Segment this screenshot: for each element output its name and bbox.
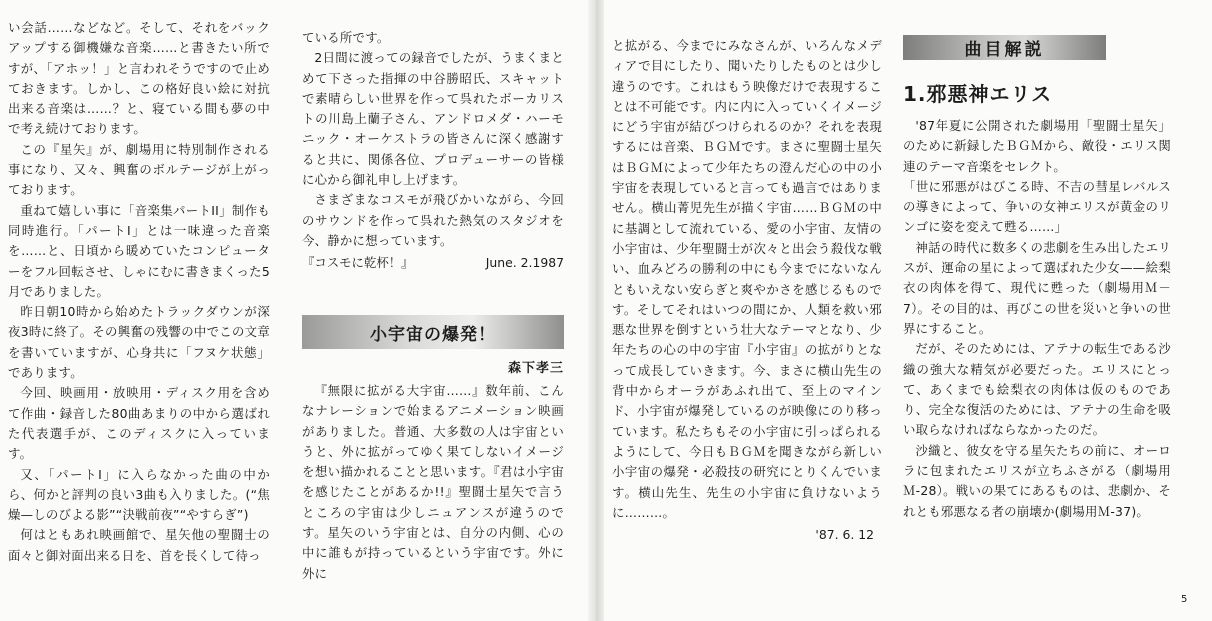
paragraph: 「世に邪悪がはびこる時、不吉の彗星レバルスの導きによって、争いの女神エリスが黄金のリンゴに姿を変えて甦る……」 (903, 178, 1171, 235)
paragraph: 2日間に渡っての録音でしたが、うまくまとめて下さった指揮の中谷勝昭氏、スキャットで素晴らしい世界を作って呉れたボーカリストの川島上蘭子さん、アンドロメダ・ハーモニック・オーケストラの皆さんに深く感謝すると共に、関係各位、プロデューサーの皆様に心から御礼申し上げます。 (302, 50, 564, 188)
essay-date-row (612, 525, 882, 545)
paragraph: 『無限に拡がる大宇宙……』数年前、こんなナレーションで始まるアニメーション映画がありました。普通、大多数の人は宇宙というと、外に拡がってゆく果てしないイメージを想い描かれることと思います。『君は小宇宙を感じたことがあるか!!』聖闘士星矢で言うところの宇宙は少しニュアンスが違うのです。星矢のいう宇宙とは、自分の内側、心の中に誰もが持っているという宇宙です。外に外に (302, 383, 564, 581)
section-banner (302, 315, 564, 349)
paragraph: さまざまなコスモが飛びかいながら、今回のサウンドを作って呉れた熱気のスタジオを今、静かに想っています。 (302, 192, 564, 248)
paragraph: い会話……などなど。そして、それをバックアップする御機嫌な音楽……と書きたい所ですが、「アホッ！」と言われそうですので止めておきます。しかし、この格好良い絵に対抗出来る音楽は……？と、寝ている間も夢の中で考え続けております。 (8, 20, 270, 137)
paragraph: 今回、映画用・放映用・ディスク用を含めて作曲・録音した80曲あまりの中から選ばれた代表選手が、このディスクに入っています。 (8, 385, 270, 462)
track-title: 1.邪悪神エリス (903, 82, 1053, 106)
paragraph: ている所です。 (302, 30, 390, 45)
paragraph: 重ねて嬉しい事に「音楽集パートII」制作も同時進行。「パートI」とは一味違った音楽を……と、日頃から暖めていたコンピューターをフル回転させ、しゃにむに書きまくった5月でありました。 (8, 202, 270, 299)
left-column-2 (302, 28, 564, 274)
signoff-text: 『コスモに乾杯！』 (302, 255, 414, 271)
left-column-1 (8, 18, 270, 566)
paragraph: だが、そのためには、アテナの転生である沙織の強大な精気が必要だった。エリスにとって、あくまでも絵梨衣の肉体は仮のものであり、完全な復活のためには、アテナの生命を吸い取らなければならなかったのだ。 (903, 341, 1171, 438)
essay-date: '87. 6. 12 (815, 527, 874, 543)
section-title: 小宇宙の爆発！ (370, 324, 496, 345)
track-notes-title: 曲目解説 (964, 40, 1045, 60)
paragraph: 又、「パートI」に入らなかった曲の中から、何かと評判の良い3曲も入りました。(“焦燥—しのびよる影”“決戦前夜”“やすらぎ”) (8, 466, 270, 523)
page-number: 5 (1181, 594, 1188, 605)
author-name: 森下孝三 (507, 361, 564, 376)
page-gutter (588, 0, 604, 621)
track-notes-banner (903, 35, 1106, 60)
paragraph: '87年夏に公開された劇場用「聖闘士星矢」のために新録したＢＧＭから、敵役・エリス関連のテーマ音楽をセレクト。 (903, 118, 1171, 174)
essay-column (302, 381, 564, 584)
paragraph: 沙織と、彼女を守る星矢たちの前に、オーロラに包まれたエリスが立ちふさがる（劇場用Ｍ-28）。戦いの果てにあるものは、悲劇か、それとも邪悪なる者の崩壊か(劇場用Ｍ-37)。 (903, 442, 1171, 519)
paragraph: と拡がる、今までにみなさんが、いろんなメディアで目にしたり、聞いたりしたものとは少し違うのです。これはもう映像だけで表現することは不可能です。内に内に入っていくイメージにどう宇宙が結びつけられるのか？それを表現するには音楽、ＢＧＭです。まさに聖闘士星矢はＢＧＭによって少年たちの澄んだ心の中の小宇宙を表現していると言っても過言ではありません。横山菁児先生が描く宇宙……ＢＧＭの中に基調として流れている、愛の小宇宙、友情の小宇宙は、少年聖闘士が次々と出会う殺伐な戦い、血みどろの勝利の中にも今までにないなんともいえない安らぎと爽やかさを感じるものです。そしてそれはいつの間にか、人類を救い邪悪な世界を倒すという壮大なテーマとなり、少年たちの心の中の宇宙『小宇宙』の拡がりとなって成長していきます。今、まさに横山先生の背中からオーラがあふれ出て、至上のマインド、小宇宙が爆発しているのが映像にのり移っています。私たちもその小宇宙に引っぱられるようにして、今日もＢＧＭを聞きながら新しい小宇宙の爆発・必殺技の研究にとりくんでいます。横山先生、先生の小宇宙に負けないように………。 (612, 38, 882, 520)
paragraph: この『星矢』が、劇場用に特別制作される事になり、又々、興奮のボルテージが上がっております。 (8, 141, 270, 198)
paragraph: 昨日朝10時から始めたトラックダウンが深夜3時に終了。その興奮の残響の中でこの文章を書いていますが、心身共に「フヌケ状態」であります。 (8, 304, 270, 381)
right-column-2 (903, 116, 1171, 522)
signoff-row (302, 253, 564, 273)
right-column-1 (612, 36, 882, 545)
paragraph: 何はともあれ映画館で、星矢他の聖闘士の面々と御対面出来る日を、首を長くして待っ (8, 527, 270, 563)
paragraph: 神話の時代に数多くの悲劇を生み出したエリスが、運命の星によって選ばれた少女——絵梨衣の肉体を得て、現代に甦った（劇場用Ｍ－7）。その目的は、再びこの世を災いと争いの世界にすること。 (903, 239, 1171, 336)
signoff-date: June. 2.1987 (485, 255, 564, 271)
